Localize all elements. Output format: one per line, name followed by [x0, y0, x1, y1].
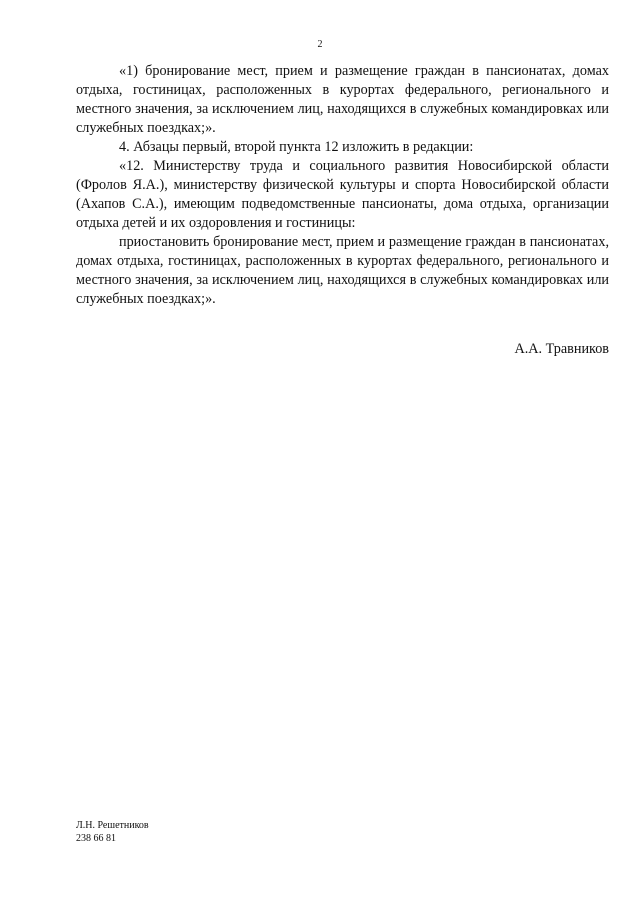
executor-phone: 238 66 81 [76, 833, 116, 844]
paragraph-item-12-suspend: приостановить бронирование мест, прием и размещение граждан в пансионатах, домах отдыха, гостиницах, расположенных в курортах федерального, регионального и местного значения, за исключением лиц, находящихся в служебных командировках или служебных поездках;». [76, 234, 609, 307]
document-body [76, 62, 609, 309]
executor-block [76, 819, 149, 845]
paragraph-item-4: 4. Абзацы первый, второй пункта 12 изложить в редакции: [119, 139, 474, 155]
executor-name: Л.Н. Решетников [76, 820, 149, 831]
paragraph-item-12-recipients: «12. Министерству труда и социального развития Новосибирской области (Фролов Я.А.), министерству физической культуры и спорта Новосибирской области (Ахапов С.А.), имеющим подведомственные пансионаты, дома отдыха, организации отдыха детей и их оздоровления и гостиницы: [76, 158, 609, 231]
signature-name: А.А. Травников [514, 341, 609, 357]
paragraph-amendment-item-1: «1) бронирование мест, прием и размещение граждан в пансионатах, домах отдыха, гостиницах, расположенных в курортах федерального, регионального и местного значения, за исключением лиц, находящихся в служебных командировках или служебных поездках;». [76, 63, 609, 136]
page-number: 2 [317, 39, 323, 50]
